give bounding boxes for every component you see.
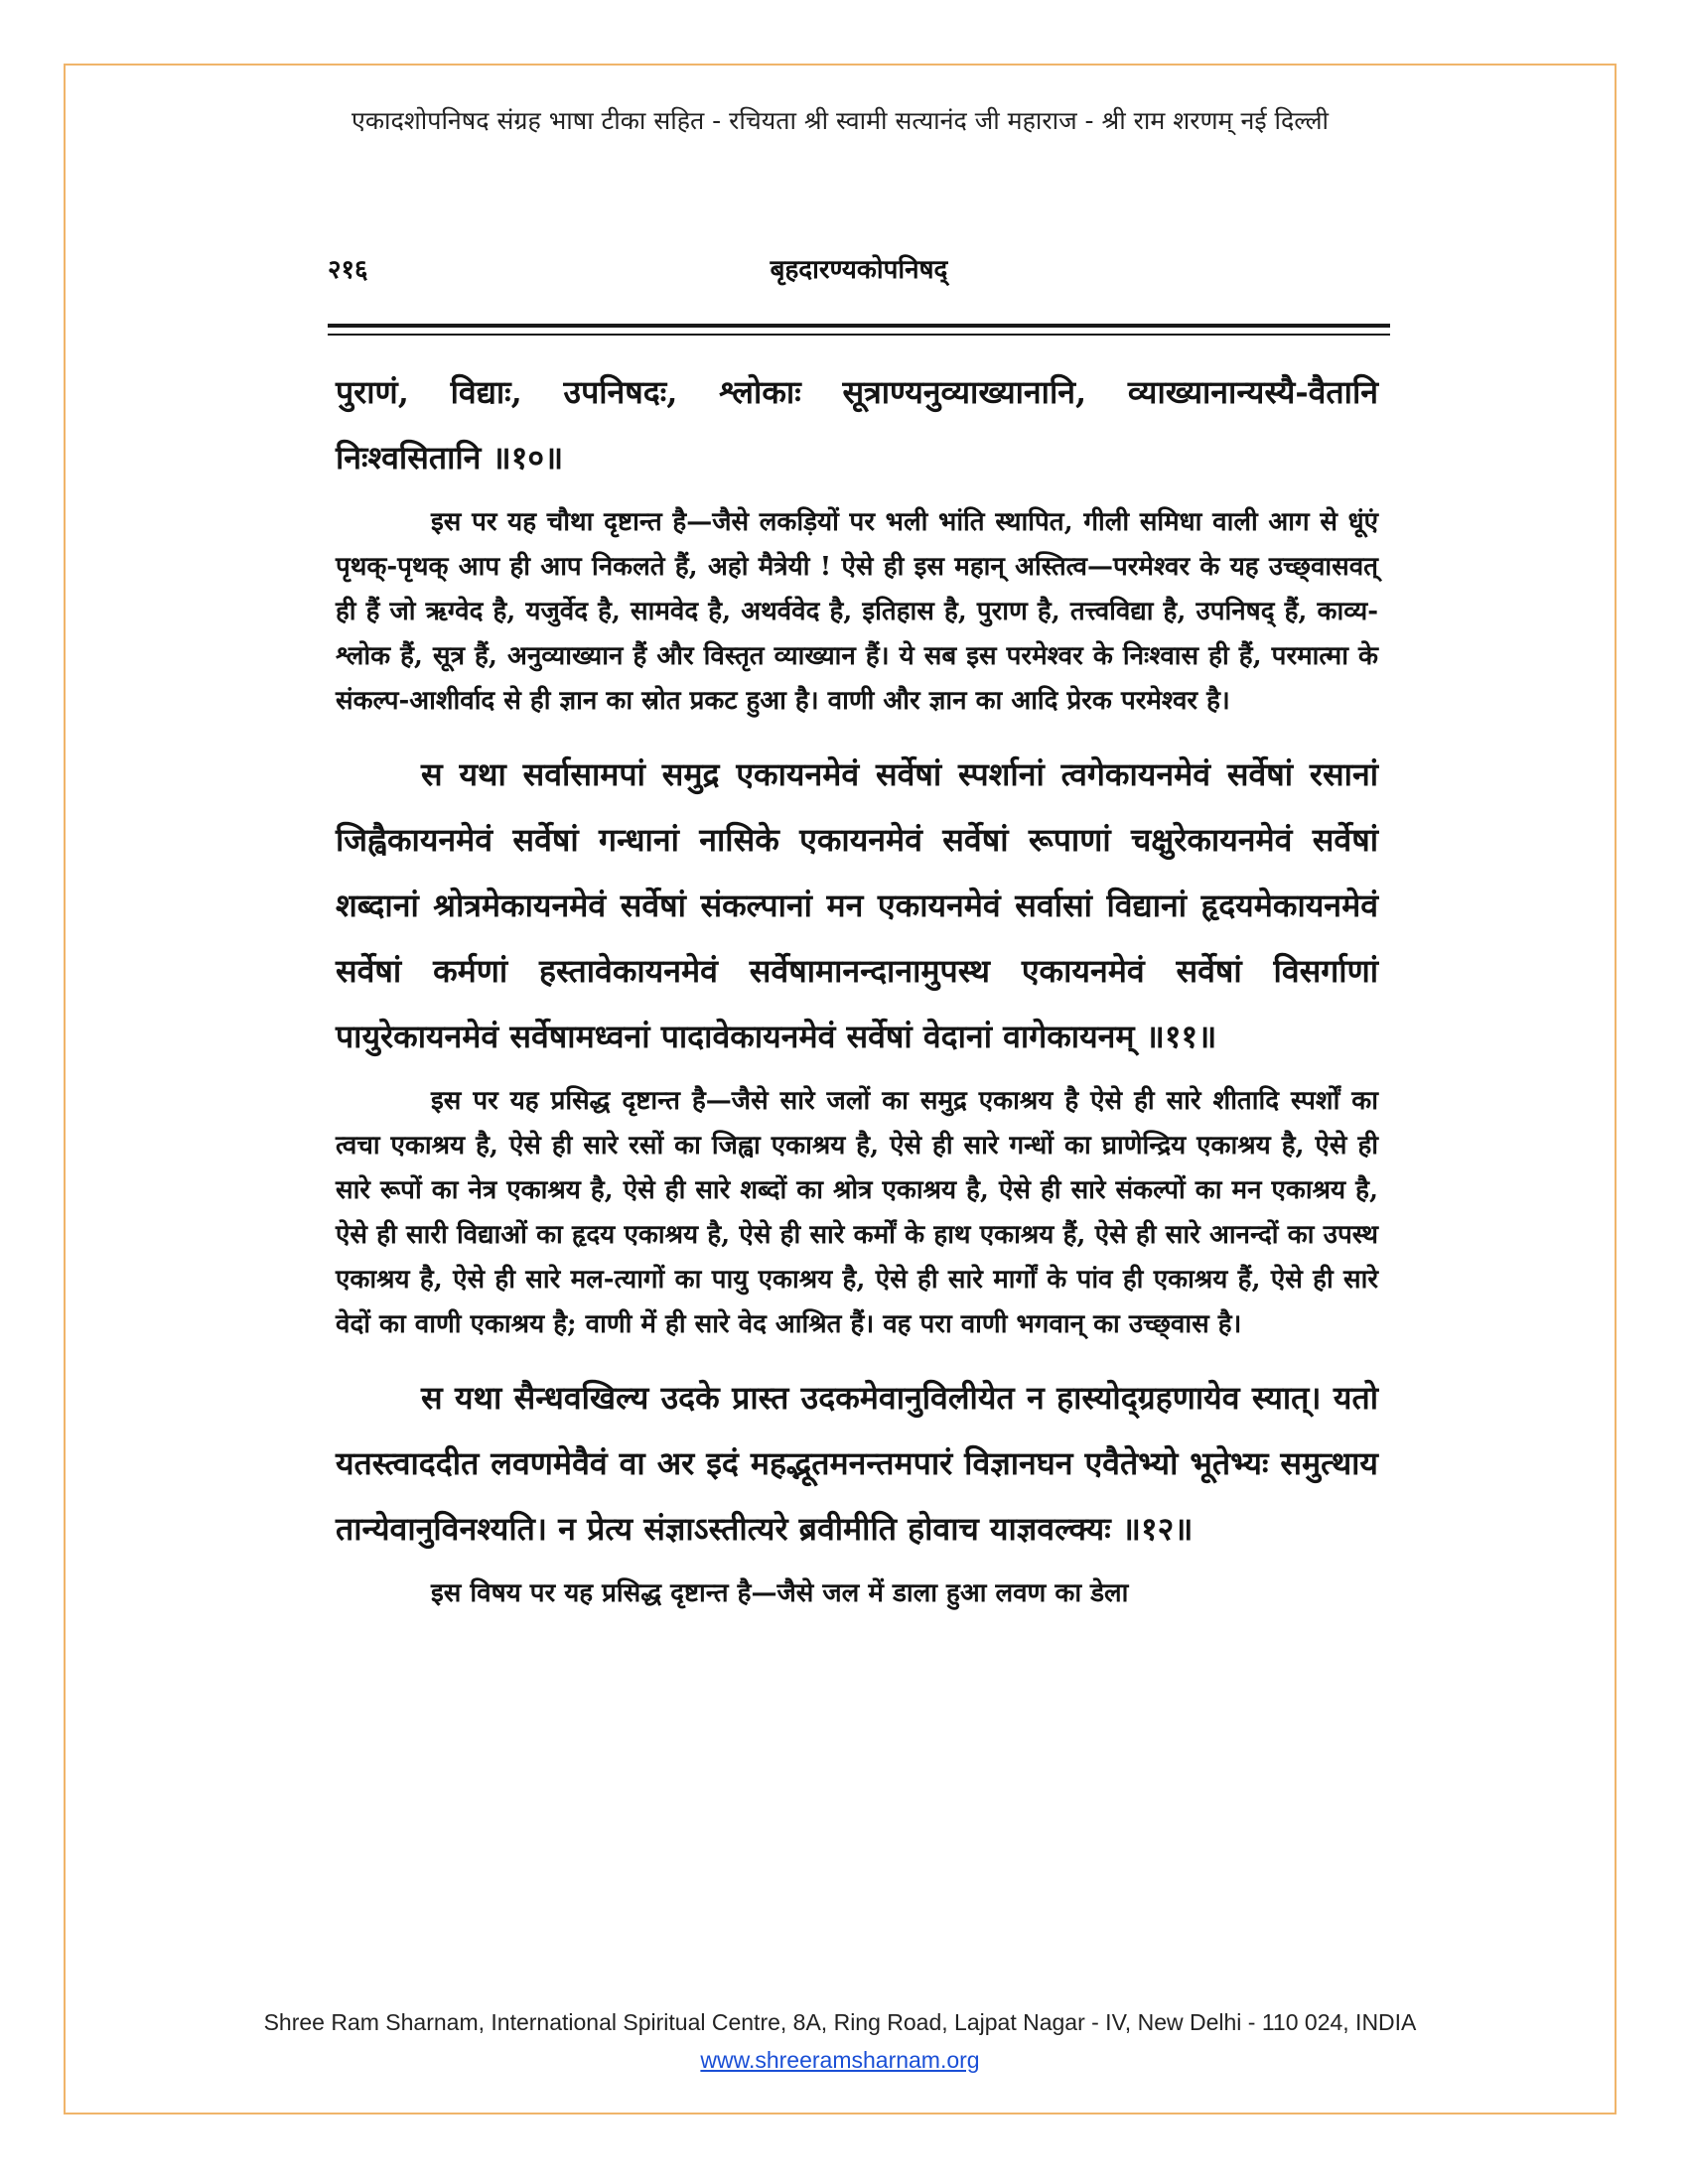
website-link[interactable]: www.shreeramsharnam.org: [700, 2047, 980, 2073]
page-number: २१६: [328, 255, 368, 285]
commentary-10: इस पर यह चौथा दृष्टान्त है—जैसे लकड़ियों पर भली भांति स्थापित, गीली समिधा वाली आग से धूंएं पृथक्-पृथक् आप ही आप निकलते हैं, अहो मैत्रेयी ! ऐसे ही इस महान् अस्तित्व—परमेश्वर के यह उच्छ्‌वासवत् ही हैं जो ऋग्वेद है, यजुर्वेद है, सामवेद है, अथर्ववेद है, इतिहास है, पुराण है, तत्त्वविद्या है, उपनिषद् हैं, काव्य-श्लोक हैं, सूत्र हैं, अनुव्याख्यान हैं और विस्तृत व्याख्यान हैं। ये सब इस परमेश्वर के निःश्वास ही हैं, परमात्मा के संकल्प-आशीर्वाद से ही ज्ञान का स्रोत प्रकट हुआ है। वाणी और ज्ञान का आदि प्रेरक परमेश्वर है।: [336, 507, 1378, 716]
running-title: बृहदारण्यकोपनिषद्: [770, 255, 948, 285]
document-header: एकादशोपनिषद संग्रह भाषा टीका सहित - रचियता श्री स्वामी सत्यानंद जी महाराज - श्री राम शरणम् नई दिल्ली: [352, 106, 1329, 135]
header-rule-thin: [328, 334, 1390, 336]
commentary-11: इस पर यह प्रसिद्ध दृष्टान्त है—जैसे सारे जलों का समुद्र एकाश्रय है ऐसे ही सारे शीतादि स्पर्शों का त्वचा एकाश्रय है, ऐसे ही सारे रसों का जिह्वा एकाश्रय है, ऐसे ही सारे गन्धों का घ्राणेन्द्रिय एकाश्रय है, ऐसे ही सारे रूपों का नेत्र एकाश्रय है, ऐसे ही सारे शब्दों का श्रोत्र एकाश्रय है, ऐसे ही सारे संकल्पों का मन एकाश्रय है, ऐसे ही सारी विद्याओं का हृदय एकाश्रय है, ऐसे ही सारे कर्मों के हाथ एकाश्रय हैं, ऐसे ही सारे आनन्दों का उपस्थ एकाश्रय है, ऐसे ही सारे मल-त्यागों का पायु एकाश्रय है, ऐसे ही सारे मार्गों के पांव ही एकाश्रय हैं, ऐसे ही सारे वेदों का वाणी एकाश्रय है; वाणी में ही सारे वेद आश्रित हैं। वह परा वाणी भगवान् का उच्छ्‌वास है।: [336, 1086, 1378, 1339]
footer-address: Shree Ram Sharnam, International Spiritual Centre, 8A, Ring Road, Lajpat Nagar - IV, New Delhi - 110 024, INDIA: [263, 2009, 1417, 2035]
verse-10-end: पुराणं, विद्याः, उपनिषदः, श्लोकाः सूत्राण्यनुव्याख्यानानि, व्याख्यानान्यस्यै-वैतानि निःश्वसितानि ॥१०॥: [336, 373, 1378, 477]
verse-11: स यथा सर्वासामपां समुद्र एकायनमेवं सर्वेषां स्पर्शानां त्वगेकायनमेवं सर्वेषां रसानां जिह्वैकायनमेवं सर्वेषां गन्धानां नासिके एकायनमेवं सर्वेषां रूपाणां चक्षुरेकायनमेवं सर्वेषां शब्दानां श्रोत्रमेकायनमेवं सर्वेषां संकल्पानां मन एकायनमेवं सर्वासां विद्यानां हृदयमेकायनमेवं सर्वेषां कर्मणां हस्तावेकायनमेवं सर्वेषामानन्दानामुपस्थ एकायनमेवं सर्वेषां विसर्गाणां पायुरेकायनमेवं सर्वेषामध्वनां पादावेकायनमेवं सर्वेषां वेदानां वागेकायनम् ॥११॥: [336, 755, 1378, 1055]
commentary-12-start: इस विषय पर यह प्रसिद्ध दृष्टान्त है—जैसे जल में डाला हुआ लवण का डेला: [431, 1578, 1129, 1608]
header-rule-thick: [328, 324, 1390, 328]
verse-12: स यथा सैन्धवखिल्य उदके प्रास्त उदकमेवानुविलीयेत न हास्योद्ग्रहणायेव स्यात्। यतो यतस्त्वाददीत लवणमेवैवं वा अर इदं महद्भूतमनन्तमपारं विज्ञानघन एवैतेभ्यो भूतेभ्यः समुत्थाय तान्येवानुविनश्यति। न प्रेत्य संज्ञाऽस्तीत्यरे ब्रवीमीति होवाच याज्ञवल्क्यः ॥१२॥: [336, 1379, 1378, 1548]
page-running-head: [328, 250, 1390, 290]
page-body: [336, 359, 1378, 1634]
